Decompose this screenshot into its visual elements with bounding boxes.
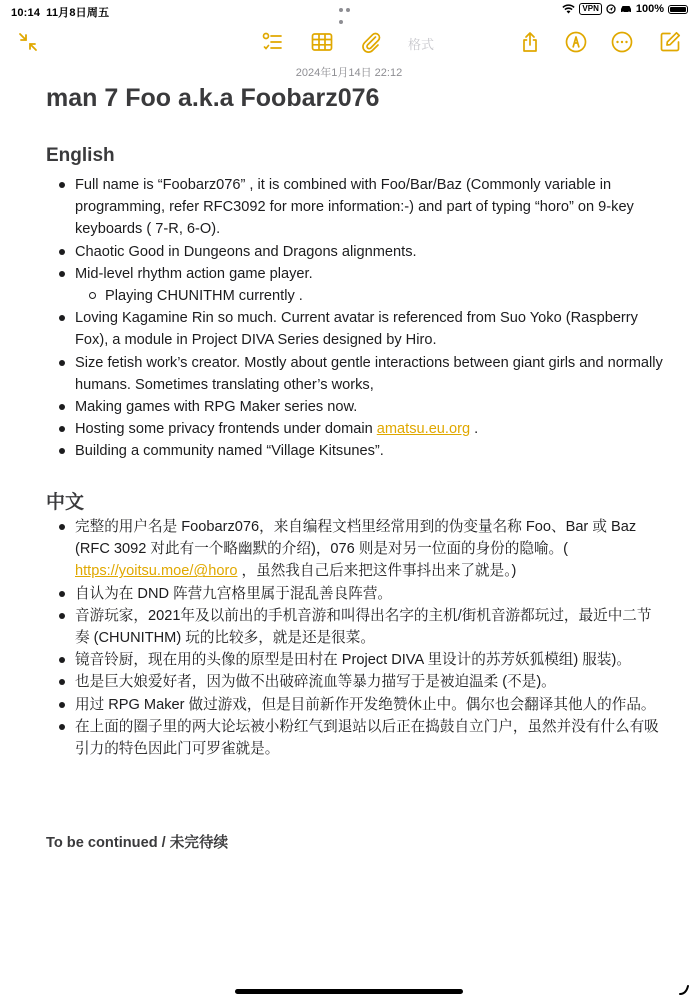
english-heading[interactable]: English <box>46 145 115 166</box>
checklist-icon[interactable] <box>260 30 284 54</box>
list-item[interactable]: Chaotic Good in Dungeons and Dragons alignments. <box>46 241 666 263</box>
battery-percent: 100% <box>635 3 664 15</box>
english-list <box>46 174 666 463</box>
home-indicator[interactable] <box>235 989 463 994</box>
status-time-date <box>11 4 109 20</box>
domain-link[interactable]: amatsu.eu.org <box>376 421 471 438</box>
multitasking-dots-icon[interactable] <box>339 8 359 14</box>
list-item[interactable]: 音游玩家，2021年及以前出的手机音游和叫得出名字的主机/街机音游都玩过，最近中二节奏 (CHUNITHM) 玩的比较多，就是还是很菜。 <box>46 605 666 649</box>
list-item-text: Hosting some privacy frontends under domain <box>75 421 373 438</box>
paperclip-icon[interactable] <box>359 30 383 54</box>
to-be-continued[interactable]: To be continued / 未完待续 <box>46 835 229 851</box>
list-item[interactable]: Mid-level rhythm action game player. <box>46 263 666 285</box>
status-bar <box>0 0 698 22</box>
list-item[interactable]: 自认为在 DND 阵营九宫格里属于混乱善良阵营。 <box>46 583 666 605</box>
more-options-icon[interactable] <box>610 30 634 54</box>
battery-icon <box>668 5 688 14</box>
table-icon[interactable] <box>310 30 334 54</box>
status-time: 10:14 <box>11 7 41 19</box>
list-item[interactable]: 用过 RPG Maker 做过游戏，但是目前新作开发绝赞休止中。偶尔也会翻译其他人的作品。 <box>46 694 666 716</box>
format-button[interactable]: 格式 <box>408 37 435 52</box>
collapse-icon[interactable] <box>16 30 40 54</box>
chinese-heading[interactable]: 中文 <box>46 492 85 513</box>
markup-pen-icon[interactable] <box>564 30 588 54</box>
list-item[interactable]: 也是巨大娘爱好者，因为做不出破碎流血等暴力描写于是被迫温柔 (不是)。 <box>46 671 666 693</box>
sub-list-item[interactable]: Playing CHUNITHM currently . <box>46 285 666 307</box>
note-title[interactable]: man 7 Foo a.k.a Foobarz076 <box>46 84 380 112</box>
chinese-list <box>46 516 666 760</box>
note-timestamp: 2024年1月14日 22:12 <box>295 67 403 79</box>
wifi-icon <box>562 4 575 14</box>
list-item-suffix: . <box>470 421 479 438</box>
list-item[interactable] <box>46 418 666 440</box>
scribble-corner-icon[interactable] <box>677 983 691 997</box>
list-item[interactable]: 在上面的圈子里的两大论坛被小粉红气到退站以后正在捣鼓自立门户，虽然并没有什么有吸引力的特色因此门可罗雀就是。 <box>46 716 666 760</box>
notes-toolbar <box>0 26 698 58</box>
location-icon <box>606 4 616 14</box>
list-item[interactable]: Loving Kagamine Rin so much. Current avatar is referenced from Suo Yoko (Raspberry Fox), a module in Project DIVA Series designed by Hiro. <box>46 307 666 351</box>
list-item-text: 完整的用户名是 Foobarz076，来自编程文档里经常用到的伪变量名称 Foo、Bar 或 Baz (RFC 3092 对此有一个略幽默的介绍)，076 则是对另一位面的身份的隐喻。( <box>75 519 637 558</box>
list-item[interactable]: Size fetish work’s creator. Mostly about gentle interactions between giant girls and normally humans. Sometimes translating other’s works, <box>46 352 666 396</box>
vpn-badge: VPN <box>579 3 601 15</box>
list-item[interactable]: Making games with RPG Maker series now. <box>46 396 666 418</box>
list-item-suffix: ，虽然我自己后来把这件事抖出来了就是。) <box>241 563 517 580</box>
status-indicators <box>562 3 688 15</box>
car-icon <box>620 4 632 14</box>
compose-icon[interactable] <box>658 30 682 54</box>
list-item[interactable]: 镜音铃厨，现在用的头像的原型是田村在 Project DIVA 里设计的苏芳妖狐模组) 服装)。 <box>46 649 666 671</box>
list-item[interactable] <box>46 516 666 583</box>
list-item[interactable]: Building a community named “Village Kitsunes”. <box>46 440 666 462</box>
status-date: 11月8日周五 <box>46 7 110 19</box>
list-item[interactable]: Full name is “Foobarz076” , it is combined with Foo/Bar/Baz (Commonly variable in programming, refer RFC3092 for more information:-) and part of typing “horo” on 9-key keyboards ( 7-R, 6-O). <box>46 174 666 241</box>
share-icon[interactable] <box>518 30 542 54</box>
profile-link[interactable]: https://yoitsu.moe/@horo <box>75 563 238 580</box>
